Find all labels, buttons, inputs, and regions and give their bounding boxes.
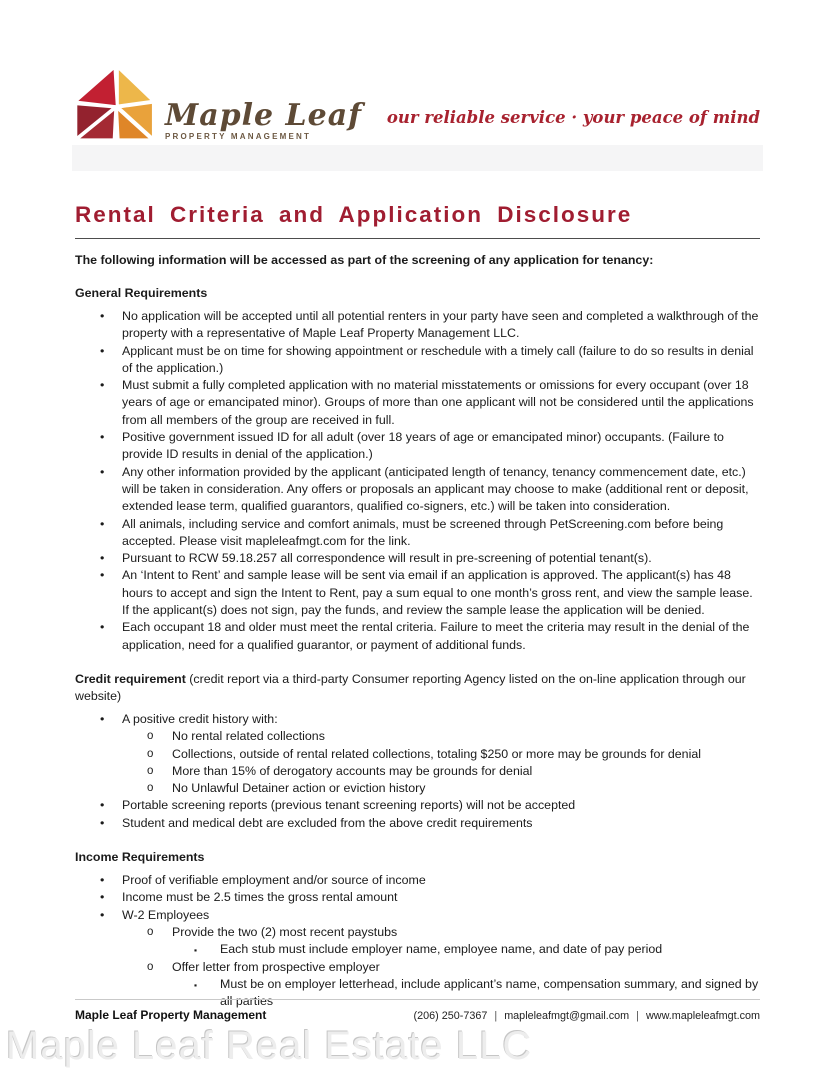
bullet-marker: • [100,568,105,583]
list-item [75,924,760,941]
list-item-text: Any other information provided by the applicant (anticipated length of tenancy, tenancy commencement date, etc.) will be taken in consideration. Any offers or proposals an applicant may choose to make (additional rent or deposit, extended lease term, qualified guarantors, qualified co-signers, etc.) will be taken into consideration. [122,464,749,514]
document-body [0,202,835,1010]
list-item-text: No rental related collections [172,729,325,744]
bullet-marker: • [100,620,105,635]
list-item [75,516,760,551]
footer-separator: | [636,1010,639,1022]
watermark-text: Maple Leaf Real Estate LLC [6,1024,533,1068]
bullet-marker: o [147,782,154,795]
criteria-section [75,671,760,832]
footer-divider [75,999,760,1000]
list-item [75,711,760,728]
footer-contact-info [414,1010,760,1022]
brand-subtitle: PROPERTY MANAGEMENT [165,132,312,141]
company-tagline: our reliable service · your peace of mind [386,108,760,127]
footer-row [75,1008,760,1022]
list-item [75,780,760,797]
section-heading: Credit requirement (credit report via a third-party Consumer reporting Agency listed on the on-line application through our website) [75,671,746,703]
list-item [75,550,760,567]
bullet-marker: • [100,551,105,566]
list-item-text: Student and medical debt are excluded from the above credit requirements [122,815,533,830]
bullet-marker: • [100,378,105,393]
bullet-marker: • [100,873,105,888]
bullet-marker: • [100,343,105,358]
document-header [0,0,835,171]
footer-website: www.mapleleafmgt.com [645,1010,760,1022]
list-item-text: Pursuant to RCW 59.18.257 all correspondence will result in pre-screening of potential tenant(s). [122,551,652,566]
list-item-text: Positive government issued ID for all adult (over 18 years of age or emancipated minor) occupants. (Failure to provide ID results in denial of the application.) [122,430,724,462]
bullet-marker: o [147,764,154,777]
bullet-marker: o [147,730,154,743]
list-item-text: Each stub must include employer name, employee name, and date of pay period [220,942,663,957]
bullet-marker: • [100,309,105,323]
list-item-text: No Unlawful Detainer action or eviction history [172,781,426,796]
list-item [75,889,760,906]
list-item [75,343,760,378]
list-item-text: Must submit a fully completed application with no material misstatements or omissions for every occupant (over 18 years of age or emancipated minor). Groups of more than one applicant will not be considered until the applications from all members of the group are received in full. [122,378,754,427]
list-item-text: Income must be 2.5 times the gross rental amount [122,890,398,905]
brand-name: Maple Leaf [165,98,363,133]
bullet-marker: • [100,890,105,905]
list-item [75,746,760,763]
bullet-marker: • [100,711,105,726]
maple-leaf-logo [75,66,362,143]
list-item-text: Portable screening reports (previous tenant screening reports) will not be accepted [122,798,576,813]
header-divider-band [72,145,763,171]
bullet-marker: • [100,907,105,922]
document-footer [75,999,760,1022]
list-item [75,907,760,924]
section-heading: Income Requirements [75,850,205,865]
header-logo-row [0,0,835,143]
list-item-text: Provide the two (2) most recent paystubs [172,924,398,939]
bullet-marker: o [147,960,154,973]
list-item [75,959,760,976]
list-item-text: No application will be accepted until all potential renters in your party have seen and completed a walkthrough of the property with a representative of Maple Leaf Property Management LLC. [122,309,759,341]
list-item [75,797,760,814]
list-item [75,728,760,745]
bullet-marker: • [100,464,105,479]
footer-phone: (206) 250-7367 [413,1010,488,1022]
list-item-text: Proof of verifiable employment and/or source of income [122,873,426,888]
list-item [75,377,760,429]
list-item-text: Each occupant 18 and older must meet the rental criteria. Failure to meet the criteria may result in the denial of the application, need for a qualified guarantor, or payment of additional funds. [122,620,750,652]
list-item [75,872,760,889]
list-item [75,308,760,343]
footer-company-name: Maple Leaf Property Management [75,1008,267,1022]
list-item-text: All animals, including service and comfort animals, must be screened through PetScreening.com before being accepted. Please visit mapleleafmgt.com for the link. [122,516,724,548]
list-item-text: Offer letter from prospective employer [172,959,380,974]
bullet-marker: • [100,798,105,813]
list-item [75,619,760,654]
footer-email: mapleleafmgt@gmail.com [504,1010,630,1022]
list-item-text: A positive credit history with: [122,711,278,726]
list-item-text: W-2 Employees [122,907,210,922]
list-item [75,464,760,516]
bullet-marker: ▪ [194,979,198,990]
bullet-marker: o [147,747,154,760]
list-item-text: Collections, outside of rental related collections, totaling $250 or more may be grounds for denial [172,746,701,761]
criteria-section [75,285,760,654]
content-area [75,252,760,1010]
bullet-marker: • [100,516,105,531]
section-heading: General Requirements [75,286,208,300]
bullet-marker: • [100,430,105,445]
footer-separator: | [494,1010,498,1022]
list-item-text: Applicant must be on time for showing appointment or reschedule with a timely call (failure to do so results in denial of the application.) [122,343,754,375]
title-divider [75,238,760,239]
house-logo-icon [75,66,155,143]
list-item-text: An ‘Intent to Rent’ and sample lease will be sent via email if an application is approved. The applicant(s) has 48 hours to accept and sign the Intent to Rent, pay a sum equal to one month’s gross rent, and view the sample lease. If the applicant(s) does not sign, pay the funds, and review the sample lease the application will be denied. [122,568,753,618]
list-item [75,429,760,464]
list-item [75,815,760,832]
bullet-marker: ▪ [194,945,198,956]
list-item-text: More than 15% of derogatory accounts may be grounds for denial [172,763,533,778]
intro-text: The following information will be accessed as part of the screening of any application for tenancy: [75,253,654,267]
list-item [75,941,760,958]
page-title: Rental Criteria and Application Disclosure [75,202,633,227]
bullet-marker: • [100,815,105,830]
list-item [75,763,760,780]
sections-container [75,285,760,1010]
criteria-section [75,849,760,1010]
brand-text-block [165,98,363,143]
list-item-text: Must be on employer letterhead, include applicant’s name, compensation summary, and signed by all parties [220,976,759,1009]
list-item [75,567,760,619]
bullet-marker: o [147,925,154,938]
